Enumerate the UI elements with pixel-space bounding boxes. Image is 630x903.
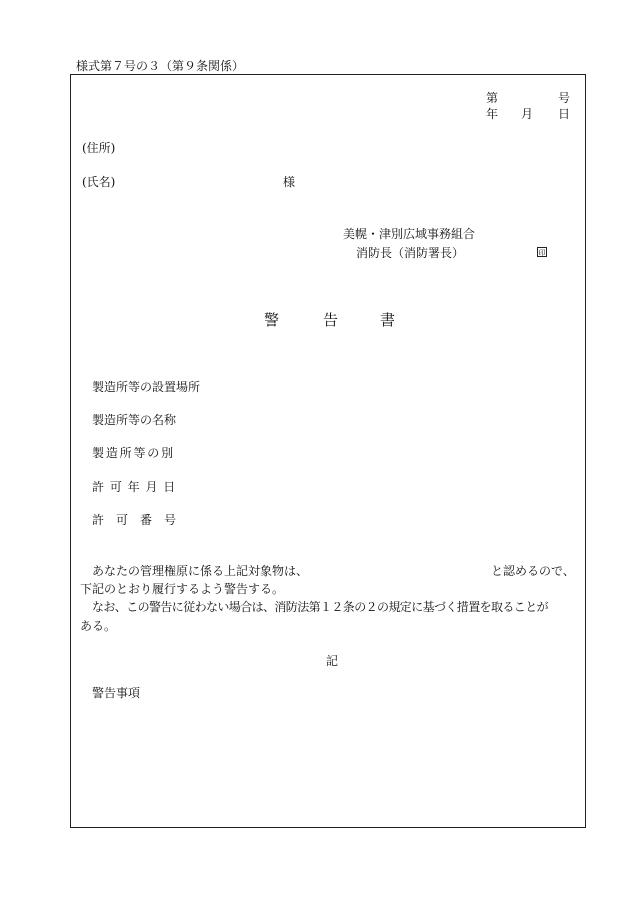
ki-label: 記 — [326, 654, 339, 668]
seal-mark: 印 — [538, 249, 546, 257]
form-number: 様式第７号の３（第９条関係） — [76, 59, 245, 73]
title-char-2: 告 — [323, 311, 339, 329]
field-permit-number: 許 可 番 号 — [92, 513, 177, 527]
honorific: 様 — [283, 175, 296, 189]
issuer-title: 消防長（消防署長） — [356, 246, 465, 260]
title-char-3: 書 — [380, 311, 396, 329]
address-label: (住所) — [82, 141, 116, 155]
issuer-organization: 美幌・津別広域事務組合 — [343, 227, 476, 241]
title-char-1: 警 — [264, 311, 280, 329]
body-line-1a: あなたの管理権原に係る上記対象物は、 — [92, 564, 309, 578]
field-name: 製造所等の名称 — [92, 413, 177, 427]
field-location: 製造所等の設置場所 — [92, 380, 201, 394]
body-line-1b: と認めるので、 — [491, 564, 575, 578]
warning-items-label: 警告事項 — [92, 686, 141, 700]
number-prefix: 第 — [486, 91, 499, 105]
date-year: 年 — [486, 107, 499, 121]
body-line-4: ある。 — [80, 619, 117, 633]
body-line-3: なお、この警告に従わない場合は、消防法第１２条の２の規定に基づく措置を取ることが — [92, 600, 549, 614]
field-type: 製 造 所 等 の 別 — [92, 446, 173, 460]
number-suffix: 号 — [558, 91, 571, 105]
field-permit-date: 許 可 年 月 日 — [92, 480, 177, 494]
body-line-2: 下記のとおり履行するよう警告する。 — [80, 582, 285, 596]
date-day: 日 — [558, 107, 571, 121]
date-month: 月 — [521, 107, 534, 121]
name-label: (氏名) — [82, 175, 116, 189]
